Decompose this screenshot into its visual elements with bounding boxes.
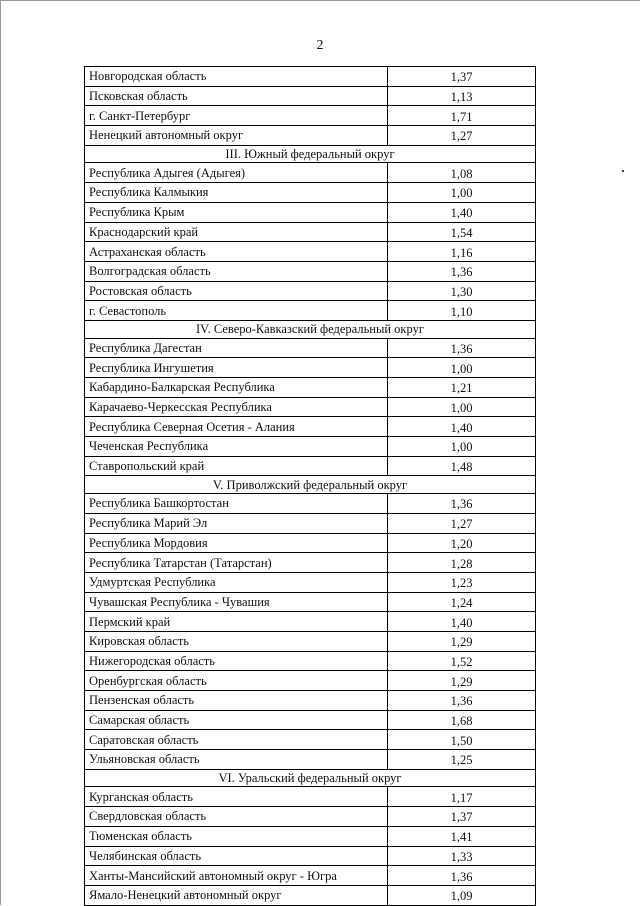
page-number: 2 — [316, 38, 324, 53]
coefficient-value: 1,36 — [388, 338, 536, 358]
table-row — [85, 807, 536, 827]
coefficient-value: 1,37 — [388, 67, 536, 87]
table-row — [85, 553, 536, 573]
coefficient-value: 1,25 — [388, 750, 536, 770]
coefficient-value: 1,50 — [388, 730, 536, 750]
coefficient-value: 1,00 — [388, 183, 536, 203]
region-name: Курганская область — [85, 787, 388, 807]
table-row — [85, 437, 536, 457]
table-row — [85, 417, 536, 437]
coefficient-value: 1,10 — [388, 301, 536, 321]
section-header-row — [85, 476, 536, 494]
table-row — [85, 106, 536, 126]
region-name: Ненецкий автономный округ — [85, 126, 388, 146]
table-row — [85, 397, 536, 417]
table-row — [85, 126, 536, 146]
table-row — [85, 494, 536, 514]
table-row — [85, 67, 536, 87]
region-name: Удмуртская Республика — [85, 572, 388, 592]
coefficient-value: 1,37 — [388, 807, 536, 827]
coefficient-table — [84, 66, 536, 906]
coefficient-value: 1,20 — [388, 533, 536, 553]
region-name: Свердловская область — [85, 807, 388, 827]
table-row — [85, 242, 536, 262]
region-name: Пензенская область — [85, 691, 388, 711]
region-name: Ставропольский край — [85, 456, 388, 476]
region-name: Тюменская область — [85, 826, 388, 846]
table-row — [85, 787, 536, 807]
region-name: Самарская область — [85, 710, 388, 730]
region-name: г. Санкт-Петербург — [85, 106, 388, 126]
region-name: Краснодарский край — [85, 222, 388, 242]
scan-speck — [622, 170, 624, 172]
region-name: Кировская область — [85, 631, 388, 651]
region-name: Ханты-Мансийский автономный округ - Югра — [85, 866, 388, 886]
region-name: Волгоградская область — [85, 261, 388, 281]
region-name: Челябинская область — [85, 846, 388, 866]
table-row — [85, 671, 536, 691]
table-row — [85, 631, 536, 651]
table-row — [85, 750, 536, 770]
coefficient-value: 1,52 — [388, 651, 536, 671]
region-name: Чеченская Республика — [85, 437, 388, 457]
table-row — [85, 691, 536, 711]
region-name: Оренбургская область — [85, 671, 388, 691]
table-row — [85, 183, 536, 203]
region-name: г. Севастополь — [85, 301, 388, 321]
region-name: Ямало-Ненецкий автономный округ — [85, 885, 388, 905]
table-row — [85, 513, 536, 533]
table-row — [85, 572, 536, 592]
coefficient-value: 1,29 — [388, 631, 536, 651]
coefficient-value: 1,21 — [388, 378, 536, 398]
region-name: Ульяновская область — [85, 750, 388, 770]
coefficient-value: 1,36 — [388, 261, 536, 281]
coefficient-value: 1,16 — [388, 242, 536, 262]
coefficient-value: 1,68 — [388, 710, 536, 730]
coefficient-value: 1,48 — [388, 456, 536, 476]
table-row — [85, 710, 536, 730]
region-name: Псковская область — [85, 86, 388, 106]
coefficient-value: 1,24 — [388, 592, 536, 612]
coefficient-value: 1,13 — [388, 86, 536, 106]
table-row — [85, 533, 536, 553]
table-row — [85, 885, 536, 905]
coefficient-value: 1,09 — [388, 885, 536, 905]
region-name: Республика Марий Эл — [85, 513, 388, 533]
coefficient-value: 1,00 — [388, 358, 536, 378]
region-name: Республика Ингушетия — [85, 358, 388, 378]
section-title: VI. Уральский федеральный округ — [85, 769, 536, 787]
coefficient-value: 1,27 — [388, 513, 536, 533]
coefficient-value: 1,36 — [388, 866, 536, 886]
region-name: Республика Татарстан (Татарстан) — [85, 553, 388, 573]
table-row — [85, 281, 536, 301]
region-name: Нижегородская область — [85, 651, 388, 671]
table-row — [85, 651, 536, 671]
region-name: Ростовская область — [85, 281, 388, 301]
coefficient-value: 1,08 — [388, 163, 536, 183]
region-name: Республика Башкортостан — [85, 494, 388, 514]
coefficient-value: 1,36 — [388, 691, 536, 711]
coefficient-value: 1,40 — [388, 417, 536, 437]
table-row — [85, 358, 536, 378]
coefficient-value: 1,41 — [388, 826, 536, 846]
coefficient-value: 1,33 — [388, 846, 536, 866]
table-body — [85, 67, 536, 906]
coefficient-value: 1,17 — [388, 787, 536, 807]
table-row — [85, 222, 536, 242]
coefficient-value: 1,30 — [388, 281, 536, 301]
coefficient-value: 1,27 — [388, 126, 536, 146]
table-row — [85, 163, 536, 183]
coefficient-value: 1,40 — [388, 612, 536, 632]
section-header-row — [85, 320, 536, 338]
section-title: III. Южный федеральный округ — [85, 145, 536, 163]
region-name: Республика Мордовия — [85, 533, 388, 553]
table-row — [85, 866, 536, 886]
table-row — [85, 378, 536, 398]
table-row — [85, 826, 536, 846]
table-row — [85, 730, 536, 750]
coefficient-value: 1,00 — [388, 437, 536, 457]
table-row — [85, 456, 536, 476]
table-row — [85, 846, 536, 866]
coefficient-value: 1,28 — [388, 553, 536, 573]
table-row — [85, 86, 536, 106]
coefficient-value: 1,29 — [388, 671, 536, 691]
section-title: IV. Северо-Кавказский федеральный округ — [85, 320, 536, 338]
region-name: Пермский край — [85, 612, 388, 632]
region-name: Карачаево-Черкесская Республика — [85, 397, 388, 417]
region-name: Республика Крым — [85, 202, 388, 222]
region-name: Чувашская Республика - Чувашия — [85, 592, 388, 612]
coefficient-value: 1,40 — [388, 202, 536, 222]
coefficient-value: 1,00 — [388, 397, 536, 417]
table-row — [85, 301, 536, 321]
coefficient-value: 1,36 — [388, 494, 536, 514]
region-name: Кабардино-Балкарская Республика — [85, 378, 388, 398]
region-name: Республика Адыгея (Адыгея) — [85, 163, 388, 183]
coefficient-value: 1,23 — [388, 572, 536, 592]
region-name: Новгородская область — [85, 67, 388, 87]
section-header-row — [85, 145, 536, 163]
table-row — [85, 592, 536, 612]
table-row — [85, 338, 536, 358]
section-header-row — [85, 769, 536, 787]
coefficient-value: 1,71 — [388, 106, 536, 126]
region-name: Республика Дагестан — [85, 338, 388, 358]
coefficient-value: 1,54 — [388, 222, 536, 242]
table-row — [85, 261, 536, 281]
table-row — [85, 612, 536, 632]
region-name: Астраханская область — [85, 242, 388, 262]
section-title: V. Приволжский федеральный округ — [85, 476, 536, 494]
region-name: Республика Северная Осетия - Алания — [85, 417, 388, 437]
region-name: Саратовская область — [85, 730, 388, 750]
region-name: Республика Калмыкия — [85, 183, 388, 203]
table-row — [85, 202, 536, 222]
